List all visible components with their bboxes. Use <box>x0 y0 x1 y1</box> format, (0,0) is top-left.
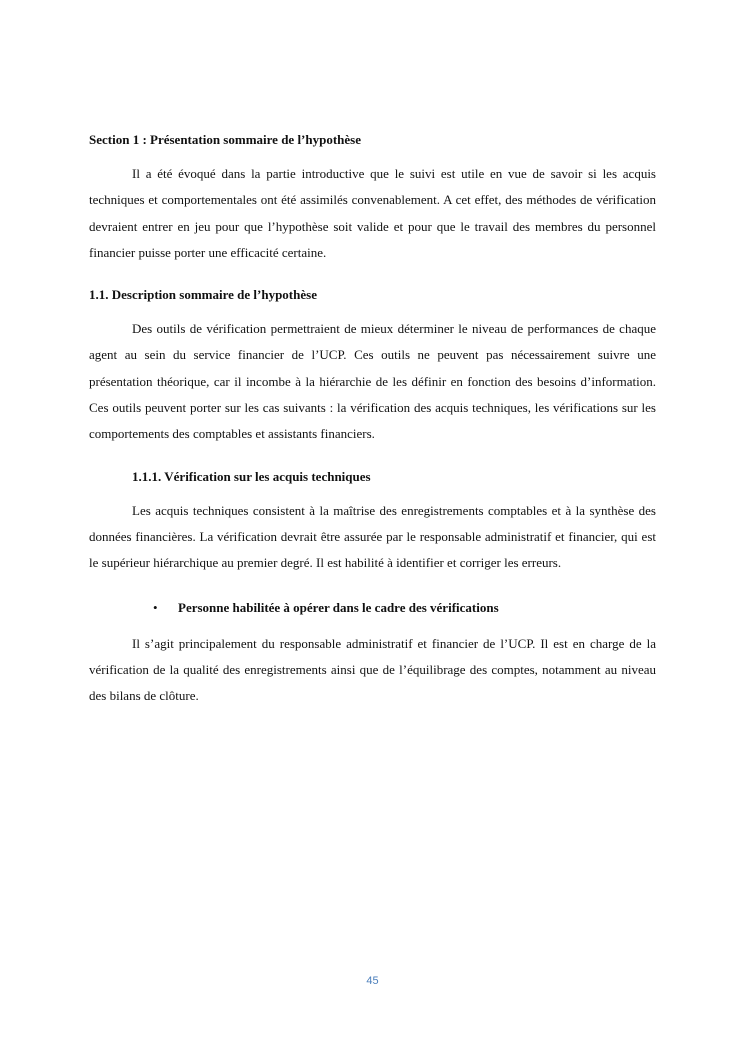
subsection-paragraph: Des outils de vérification permettraient de mieux déterminer le niveau de performances de chaque agent au sein du service financier de l’UCP. Ces outils ne peuvent pas nécessairement suivre une présentation théorique, car il incombe à la hiérarchie de les définir en fonction des besoins d’information. Ces outils peuvent porter sur les cas suivants : la vérification des acquis techniques, les vérifications sur les comportements des comptables et assistants financiers. <box>89 321 656 442</box>
subsubsection-paragraph: Les acquis techniques consistent à la maîtrise des enregistrements comptables et à la synthèse des données financières. La vérification devrait être assurée par le responsable administratif et financier, qui est le supérieur hiérarchique au premier degré. Il est habilité à identifier et corriger les erreurs. <box>89 502 656 571</box>
bullet-icon: • <box>153 599 158 615</box>
section-paragraph: Il a été évoqué dans la partie introductive que le suivi est utile en vue de savoir si les acquis techniques et comportementales ont été assimilés convenablement. A cet effet, des méthodes de vérification devraient entrer en jeu pour que l’hypothèse soit valide et pour que le travail des membres du personnel financier puisse porter une efficacité certaine. <box>89 166 656 260</box>
page-number: 45 <box>366 975 379 987</box>
document-body <box>89 131 656 709</box>
subsubsection-title: 1.1.1. Vérification sur les acquis techniques <box>132 468 371 484</box>
subsection-title: 1.1. Description sommaire de l’hypothèse <box>89 287 317 303</box>
section-title: Section 1 : Présentation sommaire de l’hypothèse <box>89 132 362 147</box>
bullet-text: Personne habilitée à opérer dans le cadre des vérifications <box>178 599 499 615</box>
bullet-item <box>89 599 656 617</box>
bullet-paragraph: Il s’agit principalement du responsable administratif et financier de l’UCP. Il est en charge de la vérification de la qualité des enregistrements ainsi que de l’équilibrage des comptes, notamment au niveau des bilans de clôture. <box>89 635 656 704</box>
